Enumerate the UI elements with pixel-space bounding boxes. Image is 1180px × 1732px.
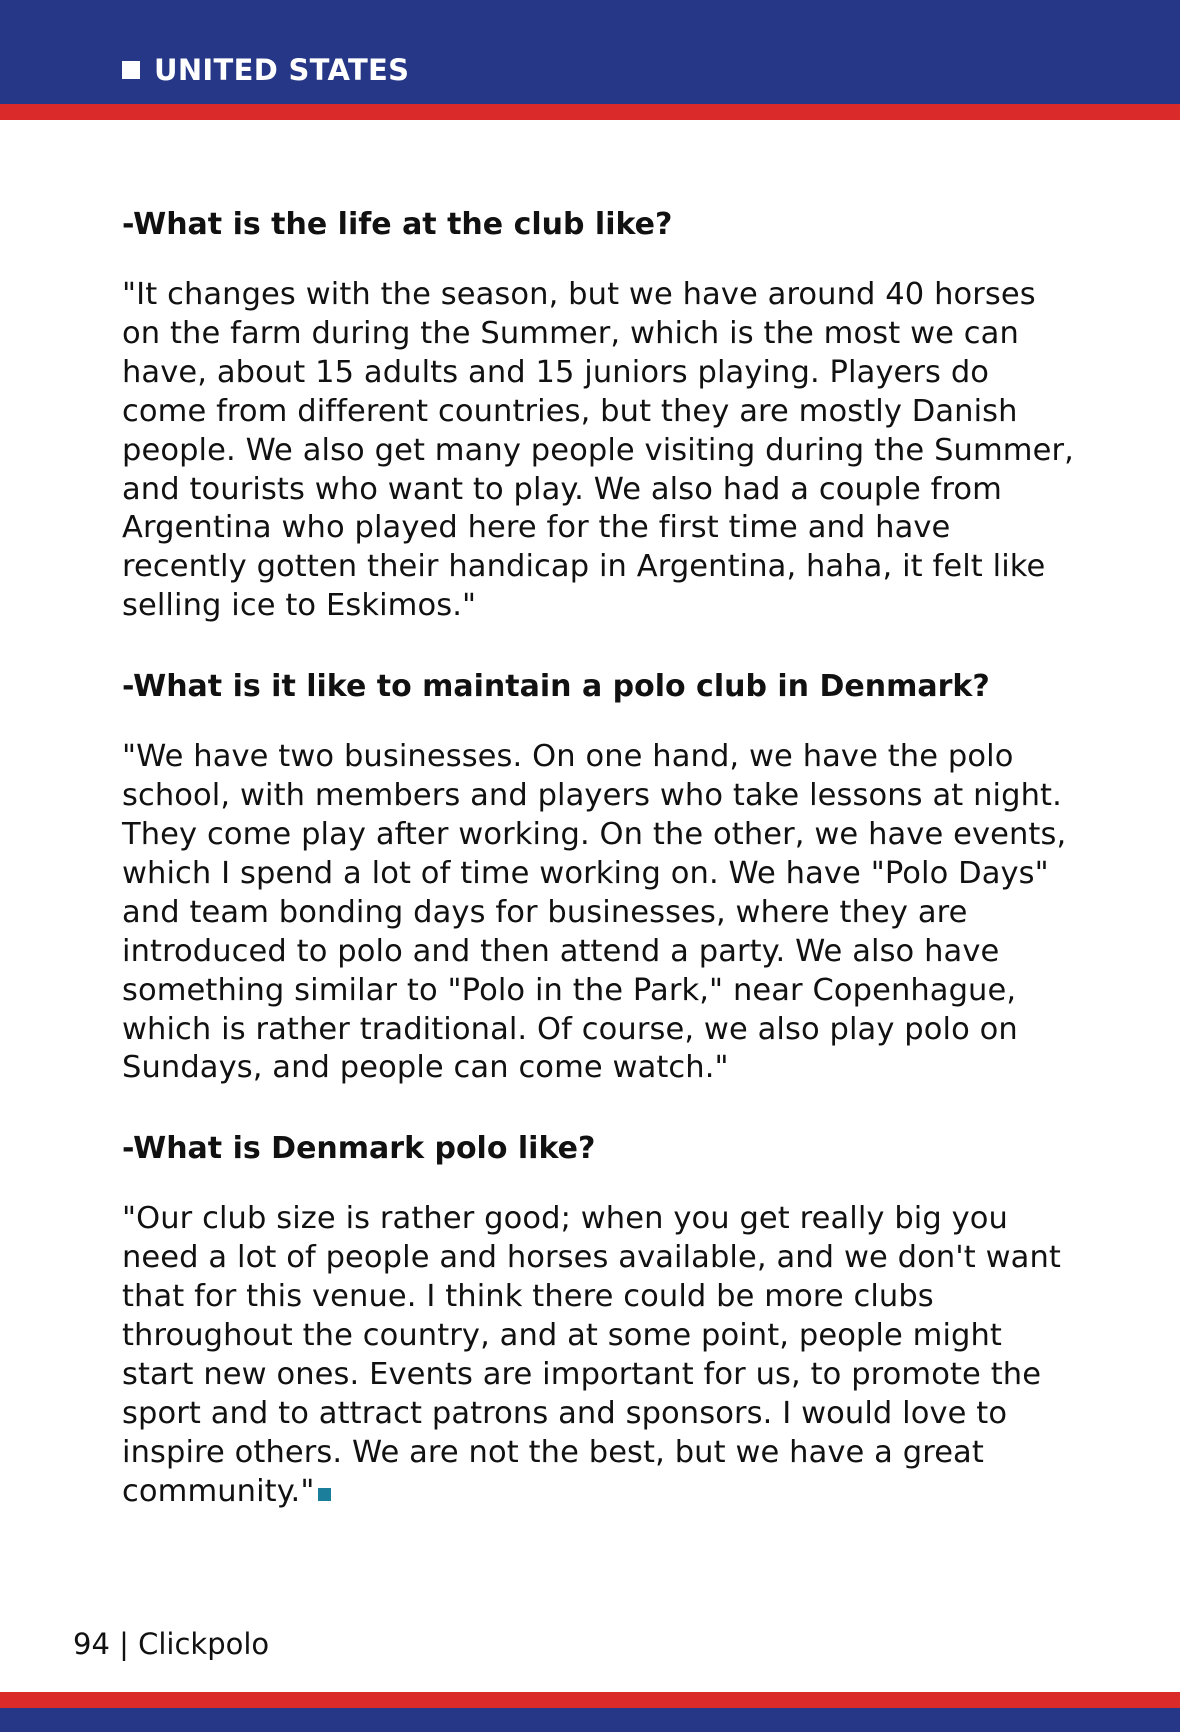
header-bar	[0, 0, 1180, 104]
answer-1: "It changes with the season, but we have around 40 horses on the farm during the Summer, which is the most we can have, about 15 adults and 15 juniors playing. Players do come from different countries, but they are mostly Danish people. We also get many people visiting during the Summer, and tourists who want to play. We also had a couple from Argentina who played here for the first time and have recently gotten their handicap in Argentina, haha, it felt like selling ice to Eskimos."	[122, 277, 1074, 624]
header-stripe	[0, 104, 1180, 120]
footer-stripe	[0, 1692, 1180, 1708]
answer-3	[122, 1200, 1082, 1511]
footer-bar	[0, 1708, 1180, 1732]
section-label-text: UNITED STATES	[154, 53, 410, 87]
question-1: -What is the life at the club like?	[122, 207, 673, 242]
question-3: -What is Denmark polo like?	[122, 1131, 596, 1167]
square-bullet-icon	[122, 61, 140, 79]
article-body	[122, 198, 1082, 1546]
answer-3-text: "Our club size is rather good; when you get really big you need a lot of people and horses available, and we don't want that for this venue. I think there could be more clubs throughout the country, and at some point, people might start new ones. Events are important for us, to promote the sport and to attract patrons and sponsors. I would love to inspire others. We are not the best, but we have a great community."	[122, 1201, 1061, 1509]
end-of-article-icon	[318, 1488, 331, 1501]
page-number: 94 | Clickpolo	[73, 1627, 270, 1661]
question-2: -What is it like to maintain a polo club in Denmark?	[122, 669, 990, 705]
answer-2: "We have two businesses. On one hand, we have the polo school, with members and players who take lessons at night. They come play after working. On the other, we have events, which I spend a lot of time working on. We have "Polo Days" and team bonding days for businesses, where they are introduced to polo and then attend a party. We also have something similar to "Polo in the Park," near Copenhague, which is rather traditional. Of course, we also play polo on Sundays, and people can come watch."	[122, 739, 1067, 1086]
section-label	[122, 50, 409, 90]
